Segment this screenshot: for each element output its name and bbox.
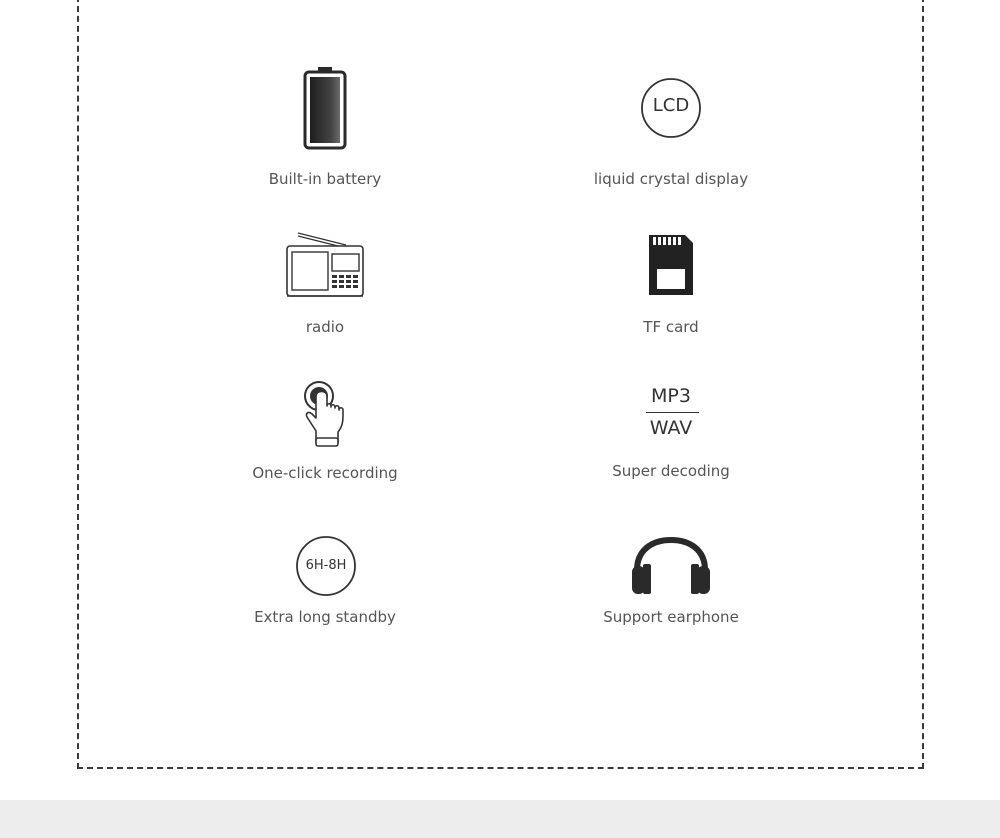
feature-label: TF card bbox=[643, 318, 699, 336]
feature-tf-card bbox=[551, 225, 791, 345]
feature-label: liquid crystal display bbox=[593, 170, 749, 188]
feature-earphone bbox=[551, 530, 791, 640]
feature-battery bbox=[205, 60, 445, 200]
radio-icon bbox=[284, 230, 366, 306]
sd-card-icon bbox=[647, 233, 695, 297]
mp3-text: MP3 bbox=[651, 385, 691, 407]
wav-text: WAV bbox=[649, 417, 693, 439]
feature-label: Super decoding bbox=[612, 462, 730, 480]
feature-label: Built-in battery bbox=[268, 170, 382, 188]
divider-line bbox=[646, 412, 699, 413]
feature-lcd bbox=[551, 60, 791, 200]
lcd-icon-text: LCD bbox=[652, 95, 690, 116]
feature-decoding bbox=[551, 372, 791, 492]
feature-label: One-click recording bbox=[252, 464, 398, 482]
battery-icon bbox=[303, 66, 347, 150]
standby-icon-text: 6H-8H bbox=[305, 558, 347, 573]
finger-press-icon bbox=[302, 376, 348, 450]
headphones-icon bbox=[631, 536, 711, 600]
feature-label: Support earphone bbox=[603, 608, 739, 626]
feature-label: Extra long standby bbox=[254, 608, 396, 626]
feature-radio bbox=[205, 225, 445, 345]
feature-standby bbox=[205, 530, 445, 640]
feature-label: radio bbox=[305, 318, 345, 336]
feature-recording bbox=[205, 372, 445, 492]
bottom-band bbox=[0, 800, 1000, 838]
